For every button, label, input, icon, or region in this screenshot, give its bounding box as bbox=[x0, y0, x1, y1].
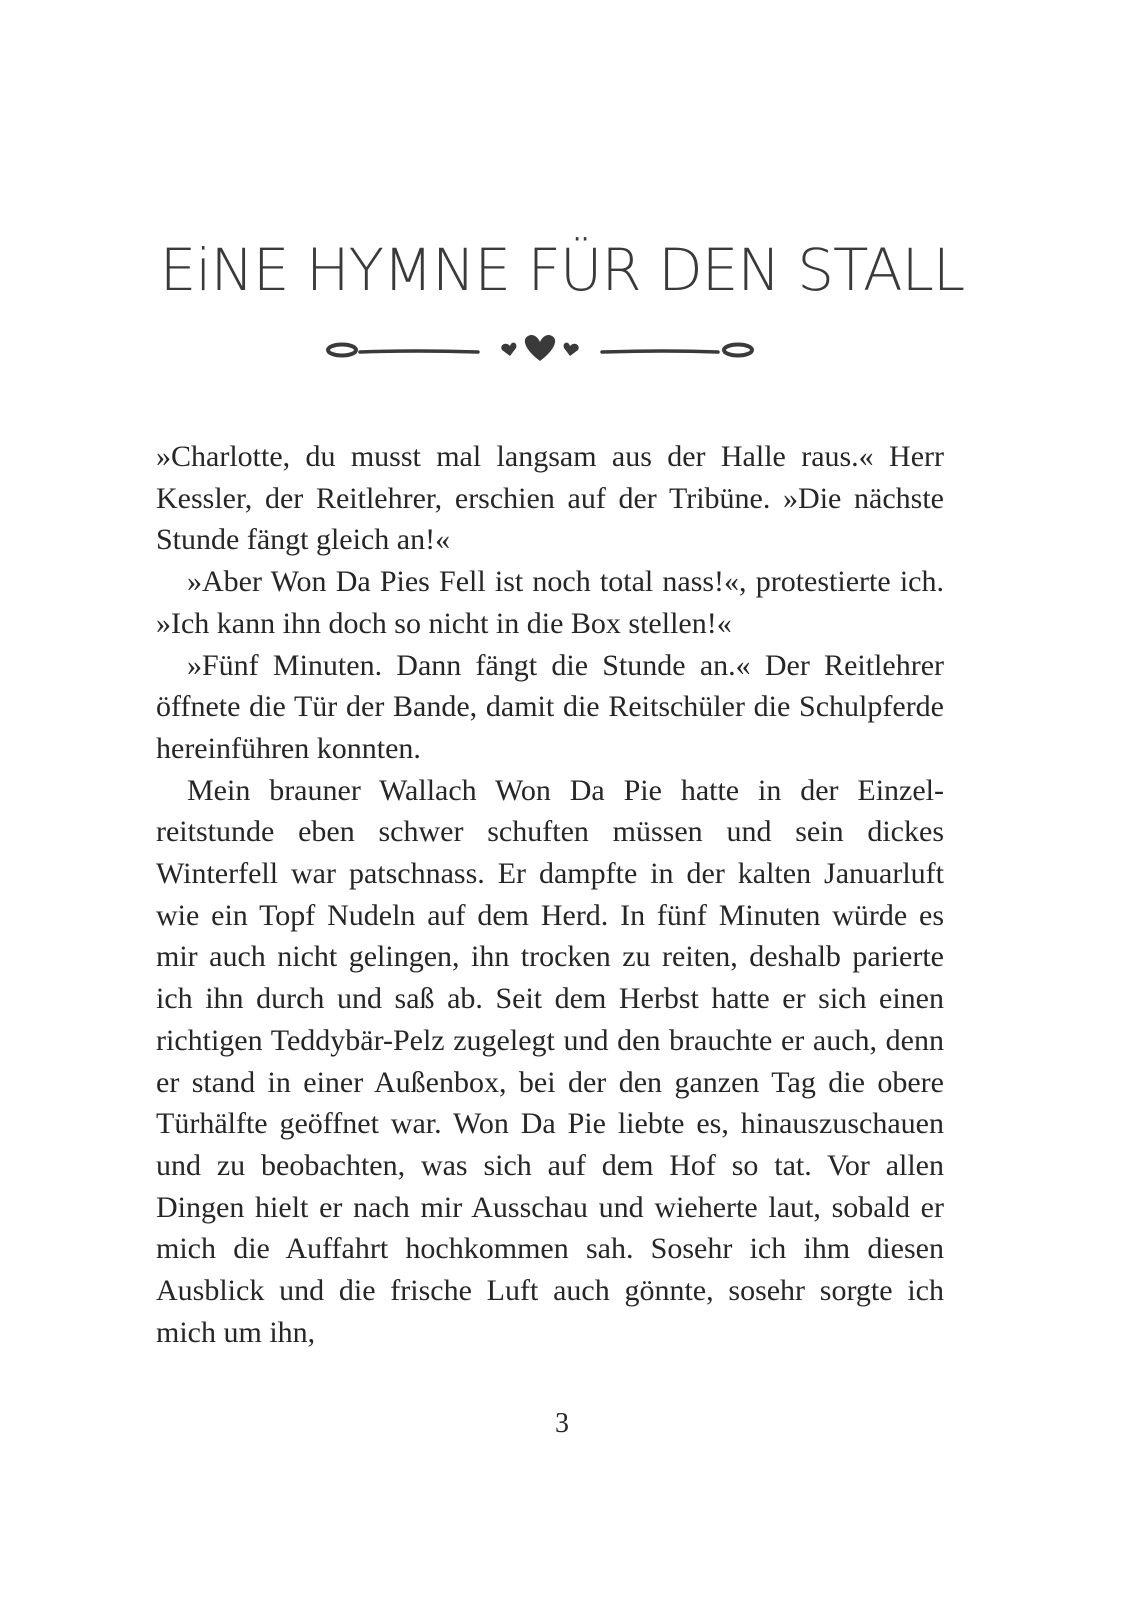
page-number: 3 bbox=[555, 1408, 569, 1439]
heart-ornament-divider bbox=[320, 325, 760, 371]
left-oval-icon bbox=[328, 345, 356, 356]
paragraph: »Fünf Minuten. Dann fängt die Stunde an.« Der Reitlehrer öffnete die Tür der Bande, damit die Reitschüler die Schulpferde hereinführen konnten. bbox=[156, 648, 944, 765]
small-heart-right-icon bbox=[564, 343, 579, 356]
paragraph: »Aber Won Da Pies Fell ist noch total nass!«, protestierte ich. »Ich kann ihn doch so nicht in die Box stellen!« bbox=[156, 565, 944, 640]
paragraph: »Charlotte, du musst mal langsam aus der Halle raus.« Herr Kessler, der Reitlehrer, erschien auf der Tribüne. »Die nächste Stunde fängt gleich an!« bbox=[156, 440, 944, 557]
heart-icon bbox=[525, 335, 555, 361]
left-divider-line bbox=[360, 351, 478, 352]
small-heart-left-icon bbox=[501, 343, 516, 356]
chapter-title: EiNE HYMNE FÜR DEN STALL bbox=[159, 236, 965, 304]
paragraph: Mein brauner Wallach Won Da Pie hatte in der Einzelreitstunde eben schwer schuften müssen und sein dickes Winterfell war patschnass. Er dampfte in der kalten Januarluft wie ein Topf Nudeln auf dem Herd. In fünf Minuten würde es mir auch nicht gelingen, ihn trocken zu reiten, deshalb parierte ich ihn durch und saß ab. Seit dem Herbst hatte er sich einen richtigen Teddybär-Pelz zugelegt und den brauchte er auch, denn er stand in einer Außenbox, bei der den ganzen Tag die obere Türhälfte geöffnet war. Won Da Pie liebte es, hinauszuschauen und zu beobachten, was sich auf dem Hof so tat. Vor allen Dingen hielt er nach mir Ausschau und wieherte laut, sobald er mich die Auffahrt hochkommen sah. Sosehr ich ihm diesen Ausblick und die frische Luft auch gönnte, sosehr sorgte ich mich um ihn, bbox=[156, 773, 944, 1349]
right-oval-icon bbox=[724, 345, 752, 356]
right-divider-line bbox=[602, 351, 718, 352]
body-text bbox=[156, 436, 944, 1353]
